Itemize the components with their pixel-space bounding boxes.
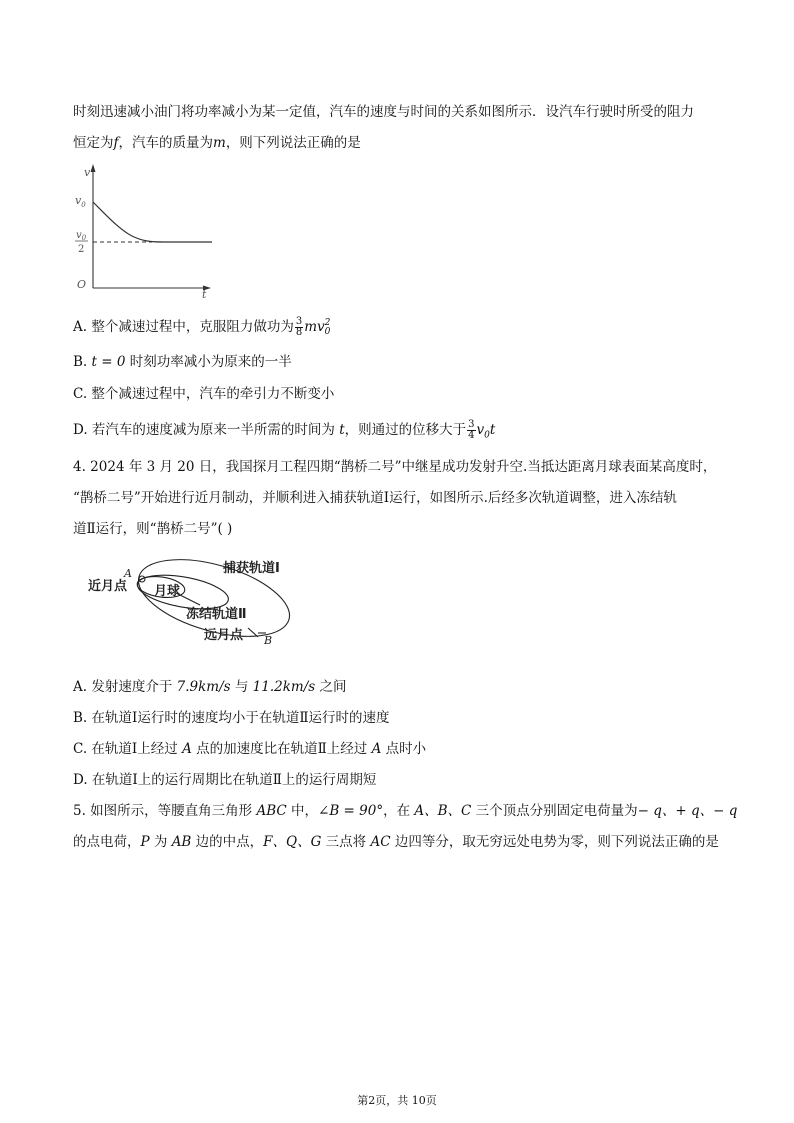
- q3-intro-line-1: 时刻迅速减小油门将功率减小为某一定值，汽车的速度与时间的关系如图所示．设汽车行驶时所受的阻力: [73, 104, 694, 120]
- frozen-orbit-label: 冻结轨道Ⅱ: [186, 607, 247, 622]
- velocity-time-graph: [72, 160, 222, 302]
- q5-stem-line-1: 5. 如图所示，等腰直角三角形 ABC 中，∠B = 90°，在 A、B、C 三个顶点分别固定电荷量为− q、+ q、− q: [73, 803, 738, 819]
- far-point-label: 远月点: [204, 628, 244, 643]
- q4-stem-line-2: “鹊桥二号”开始进行近月制动，并顺利进入捕获轨道Ⅰ运行，如图所示.后经多次轨道调整，进入冻结轨: [73, 490, 677, 506]
- q4-option-a: A. 发射速度介于 7.9km/s 与 11.2km/s 之间: [73, 679, 347, 695]
- fraction-3-4: $\frac{3}{4}$: [468, 419, 475, 441]
- point-b-label: B: [264, 634, 273, 647]
- q4-option-c: C. 在轨道Ⅰ上经过 A 点的加速度比在轨道Ⅱ上经过 A 点时小: [73, 741, 427, 757]
- v0-label: $v_0$: [75, 194, 86, 209]
- q5-stem-line-2: 的点电荷，P 为 AB 边的中点，F、Q、G 三点将 AC 边四等分，取无穷远处电势为零，则下列说法正确的是: [73, 834, 719, 850]
- v-axis-label: v: [84, 166, 91, 179]
- v-axis-arrow: [91, 164, 96, 172]
- q4-option-d: D. 在轨道Ⅰ上的运行周期比在轨道Ⅱ上的运行周期短: [73, 772, 377, 788]
- q3-intro-line-2: 恒定为f，汽车的质量为m，则下列说法正确的是: [73, 135, 361, 151]
- page-footer: 第2页，共 10页: [357, 1094, 437, 1107]
- q4-stem-line-3: 道Ⅱ运行，则“鹊桥二号”( ): [73, 521, 233, 537]
- q3-option-b: B. t = 0 时刻功率减小为原来的一半: [73, 354, 292, 370]
- q3-option-d: D. 若汽车的速度减为原来一半所需的时间为 t，则通过的位移大于 $\frac{3}{4}$ $v_0t$: [73, 419, 496, 441]
- q4-stem-line-1: 4. 2024 年 3 月 20 日，我国探月工程四期“鹊桥二号”中继星成功发射升空.当抵达距离月球表面某高度时，: [73, 459, 717, 475]
- moon-label: 月球: [154, 584, 181, 599]
- capture-leader-line: [248, 628, 258, 637]
- point-a-label: A: [124, 567, 132, 580]
- t-axis-label: t: [202, 288, 207, 301]
- origin-label: O: [77, 278, 87, 291]
- q3-option-a: A. 整个减速过程中，克服阻力做功为 $\frac{3}{8}$ mv 2 0: [73, 316, 331, 338]
- half-v0-numerator: $v_0$: [76, 230, 87, 242]
- capture-orbit-label: 捕获轨道Ⅰ: [223, 561, 280, 576]
- q3-option-c: C. 整个减速过程中，汽车的牵引力不断变小: [73, 386, 335, 402]
- orbit-diagram: [86, 555, 301, 650]
- velocity-curve: [93, 202, 212, 242]
- near-point-label: 近月点: [88, 579, 128, 594]
- fraction-3-8: $\frac{3}{8}$: [295, 316, 303, 338]
- half-v0-denominator: 2: [78, 244, 85, 255]
- q4-option-b: B. 在轨道Ⅰ运行时的速度均小于在轨道Ⅱ运行时的速度: [73, 710, 390, 726]
